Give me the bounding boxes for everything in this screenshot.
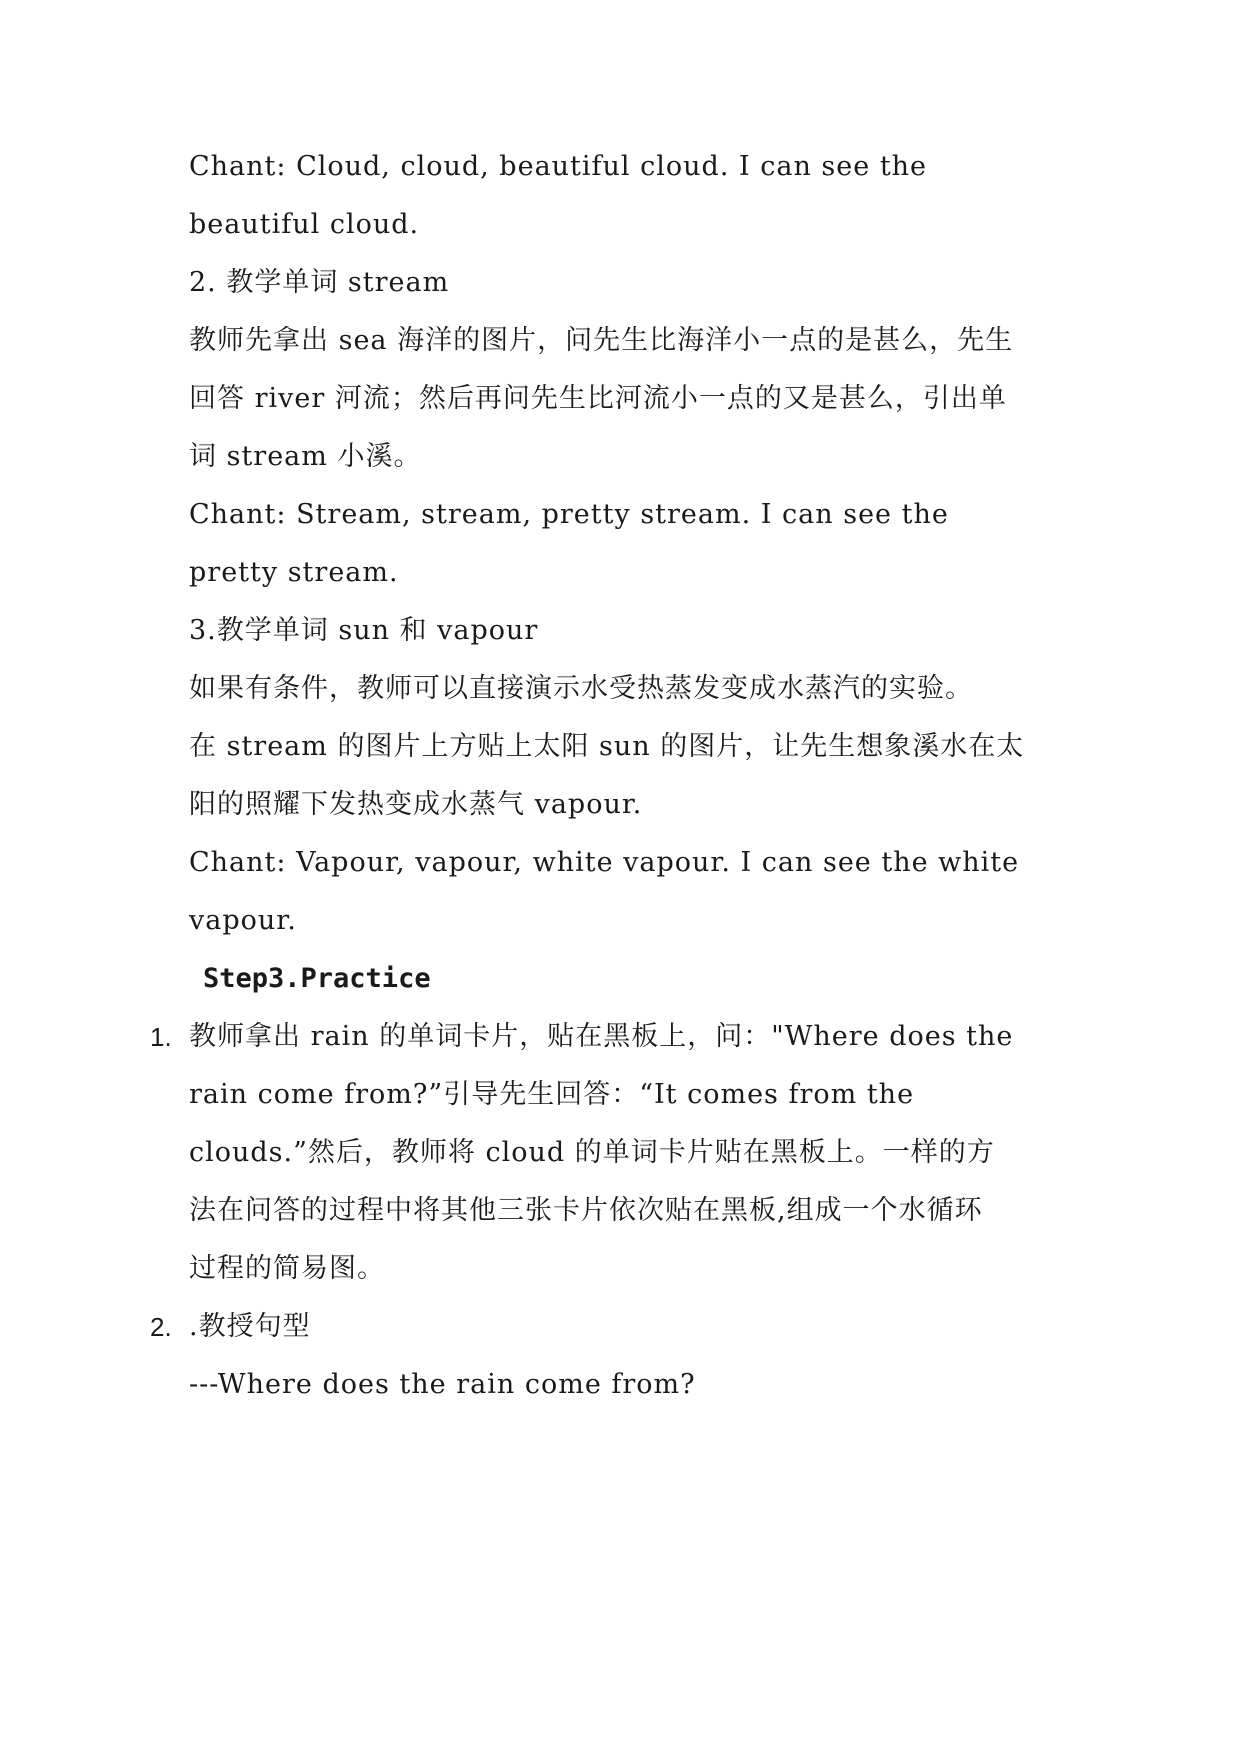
section-sun-vapour-title: 3.教学单词 sun 和 vapour: [189, 615, 539, 646]
paragraph-vapour-line-3: 阳的照耀下发热变成水蒸气 vapour.: [189, 789, 643, 820]
paragraph-vapour-line-1: 如果有条件，教师可以直接演示水受热蒸发变成水蒸汽的实验。: [189, 673, 973, 704]
list-number-1: 1.: [150, 1022, 172, 1052]
chant-stream-line-2: pretty stream.: [189, 557, 399, 588]
list-number-2: 2.: [150, 1312, 172, 1342]
practice-item1-line-1: 教师拿出 rain 的单词卡片，贴在黑板上，问："Where does the: [189, 1021, 1014, 1052]
practice-item1-line-4: 法在问答的过程中将其他三张卡片依次贴在黑板,组成一个水循环: [189, 1195, 983, 1226]
chant-cloud-line-1: Chant: Cloud, cloud, beautiful cloud. I can see the: [189, 151, 928, 182]
chant-cloud-line-2: beautiful cloud.: [189, 209, 420, 240]
practice-item1-line-2: rain come from?”引导先生回答：“It comes from the: [189, 1079, 915, 1110]
paragraph-stream-line-3: 词 stream 小溪。: [189, 441, 422, 472]
paragraph-stream-line-1: 教师先拿出 sea 海洋的图片，问先生比海洋小一点的是甚么，先生: [189, 325, 1014, 356]
section-stream-title: 2. 教学单词 stream: [189, 267, 450, 298]
practice-item1-line-3: clouds.”然后，教师将 cloud 的单词卡片贴在黑板上。一样的方: [189, 1137, 995, 1168]
step3-heading: Step3.Practice: [203, 963, 431, 994]
practice-item1-line-5: 过程的简易图。: [189, 1253, 385, 1284]
chant-stream-line-1: Chant: Stream, stream, pretty stream. I can see the: [189, 499, 949, 530]
paragraph-vapour-line-2: 在 stream 的图片上方贴上太阳 sun 的图片，让先生想象溪水在太: [189, 731, 1025, 762]
chant-vapour-line-1: Chant: Vapour, vapour, white vapour. I can see the white: [189, 847, 1020, 878]
practice-item2-title: .教授句型: [189, 1311, 311, 1342]
sentence-pattern-question: ---Where does the rain come from?: [189, 1369, 696, 1400]
chant-vapour-line-2: vapour.: [189, 905, 297, 936]
paragraph-stream-line-2: 回答 river 河流；然后再问先生比河流小一点的又是甚么，引出单: [189, 383, 1007, 414]
